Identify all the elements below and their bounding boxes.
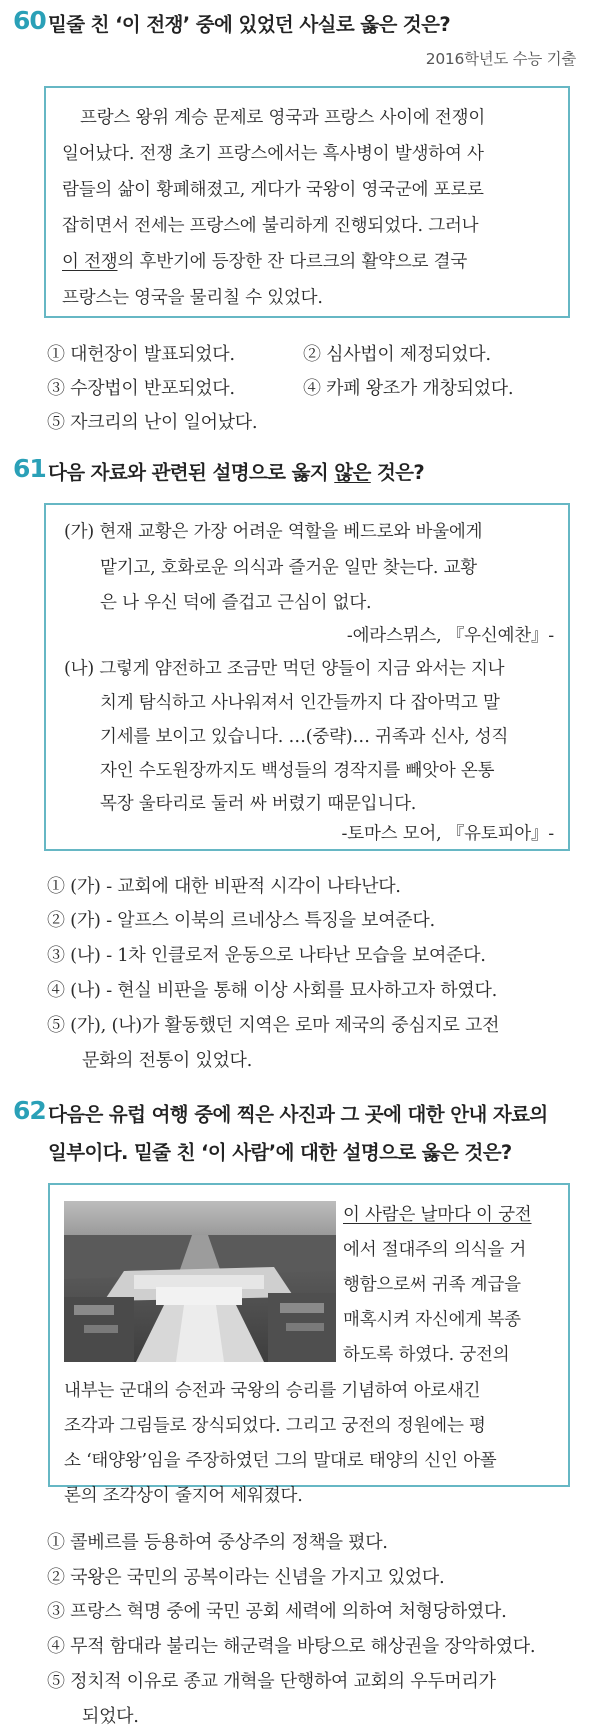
passage-61-na-line: 기세를 보이고 있습니다. …(중략)… 귀족과 신사, 성직 (100, 727, 509, 747)
question-number-61: 61 (13, 454, 46, 483)
question-60-text-post: 중에 있었던 사실로 옳은 것은? (189, 13, 451, 36)
option-60-2[interactable]: ② 심사법이 제정되었다. (303, 344, 491, 365)
exam-source-label: 2016학년도 수능 기출 (425, 50, 576, 68)
option-62-4[interactable]: ④ 무적 함대라 불리는 해군력을 바탕으로 해상권을 장악하였다. (47, 1636, 536, 1657)
question-number-60: 60 (13, 6, 46, 35)
passage-62-line: 소 ‘태양왕’임을 주장하였던 그의 말대로 태양의 신인 아폴 (64, 1451, 497, 1471)
passage-60-line: 프랑스는 영국을 물리칠 수 있었다. (62, 288, 323, 308)
passage-61-ga-line: 맡기고, 호화로운 의식과 즐거운 일만 찾는다. 교황 (100, 558, 478, 578)
passage-62-side-line: 에서 절대주의 의식을 거 (343, 1240, 527, 1260)
passage-61-na-line: 목장 울타리로 둘러 싸 버렸기 때문입니다. (100, 794, 417, 814)
passage-60-line-rest: 의 후반기에 등장한 잔 다르크의 활약으로 결국 (117, 252, 468, 272)
option-60-4[interactable]: ④ 카페 왕조가 개창되었다. (303, 378, 514, 399)
option-62-2[interactable]: ② 국왕은 국민의 공복이라는 신념을 가지고 있었다. (47, 1567, 445, 1588)
option-60-5[interactable]: ⑤ 자크리의 난이 일어났다. (47, 412, 258, 433)
option-61-4[interactable]: ④ (나) - 현실 비판을 통해 이상 사회를 묘사하고자 하였다. (47, 980, 497, 1001)
question-61-text-post: 것은? (370, 461, 425, 484)
underlined-this-person: 이 사람은 날마다 이 궁전 (343, 1205, 532, 1225)
question-number-62: 62 (13, 1096, 46, 1125)
question-60-text-pre: 밑줄 친 (48, 13, 116, 36)
passage-61-ga-line: 은 나 우신 덕에 즐겁고 근심이 없다. (100, 593, 372, 613)
palace-aerial-image (64, 1201, 336, 1362)
citation-erasmus: -에라스뮈스, 『우신예찬』- (346, 626, 554, 646)
question-61-text-pre: 다음 자료와 관련된 설명으로 옳지 (48, 461, 335, 484)
passage-61-na-line: (나) 그렇게 얌전하고 조금만 먹던 양들이 지금 와서는 지나 (64, 659, 505, 679)
passage-60-line: 프랑스 왕위 계승 문제로 영국과 프랑스 사이에 전쟁이 (80, 108, 486, 128)
passage-60-line: 람들의 삶이 황폐해졌고, 게다가 국왕이 영국군에 포로로 (62, 180, 484, 200)
option-60-3[interactable]: ③ 수장법이 반포되었다. (47, 378, 235, 399)
palace-photo (64, 1201, 336, 1362)
passage-60-line (62, 248, 467, 273)
passage-61-na-line: 자인 수도원장까지도 백성들의 경작지를 빼앗아 온통 (100, 761, 495, 781)
passage-62-line: 내부는 군대의 승전과 국왕의 승리를 기념하여 아로새긴 (64, 1381, 481, 1401)
passage-61-ga-line: (가) 현재 교황은 가장 어려운 역할을 베드로와 바울에게 (64, 522, 483, 542)
question-60-text (48, 9, 450, 37)
passage-62-side-line: 하도록 하였다. 궁전의 (343, 1345, 510, 1365)
option-62-5-cont: 되었다. (82, 1706, 139, 1727)
passage-60-line: 일어났다. 전쟁 초기 프랑스에서는 흑사병이 발생하여 사 (62, 144, 484, 164)
question-62-line2-mark: ‘이 사람’ (201, 1141, 276, 1164)
passage-62-side-line (343, 1201, 532, 1226)
option-61-1[interactable]: ① (가) - 교회에 대한 비판적 시각이 나타난다. (47, 876, 401, 897)
passage-62-line: 조각과 그림들로 장식되었다. 그리고 궁전의 정원에는 평 (64, 1416, 486, 1436)
underlined-this-war: 이 전쟁 (62, 252, 118, 272)
question-61-text (48, 457, 424, 485)
option-61-2[interactable]: ② (가) - 알프스 이북의 르네상스 특징을 보여준다. (47, 910, 435, 931)
passage-62-side-line: 행함으로써 귀족 계급을 (343, 1275, 521, 1295)
passage-60-line: 잡히면서 전세는 프랑스에 불리하게 진행되었다. 그러나 (62, 216, 479, 236)
question-62-line1: 다음은 유럽 여행 중에 찍은 사진과 그 곳에 대한 안내 자료의 (48, 1103, 548, 1126)
citation-thomas-more: -토마스 모어, 『유토피아』- (341, 824, 554, 844)
option-61-3[interactable]: ③ (나) - 1차 인클로저 운동으로 나타난 모습을 보여준다. (47, 945, 486, 966)
option-60-1[interactable]: ① 대헌장이 발표되었다. (47, 344, 235, 365)
question-60-text-mark: ‘이 전쟁’ (115, 13, 190, 36)
question-62-line2-post: 에 대한 설명으로 옳은 것은? (275, 1141, 512, 1164)
question-62-line2-pre: 일부이다. 밑줄 친 (48, 1141, 202, 1164)
passage-62-side-line: 매혹시켜 자신에게 복종 (343, 1310, 521, 1330)
question-62-line2 (48, 1137, 512, 1165)
option-62-5[interactable]: ⑤ 정치적 이유로 종교 개혁을 단행하여 교회의 우두머리가 (47, 1671, 496, 1692)
question-61-text-mark: 않은 (334, 461, 371, 484)
option-62-3[interactable]: ③ 프랑스 혁명 중에 국민 공회 세력에 의하여 처형당하였다. (47, 1601, 507, 1622)
option-61-5[interactable]: ⑤ (가), (나)가 활동했던 지역은 로마 제국의 중심지로 고전 (47, 1015, 500, 1036)
passage-61-na-line: 치게 탐식하고 사나워져서 인간들까지 다 잡아먹고 말 (100, 693, 500, 713)
option-61-5-cont: 문화의 전통이 있었다. (82, 1050, 253, 1071)
option-62-1[interactable]: ① 콜베르를 등용하여 중상주의 정책을 폈다. (47, 1532, 388, 1553)
passage-62-line: 론의 조각상이 줄지어 세워졌다. (64, 1486, 303, 1506)
